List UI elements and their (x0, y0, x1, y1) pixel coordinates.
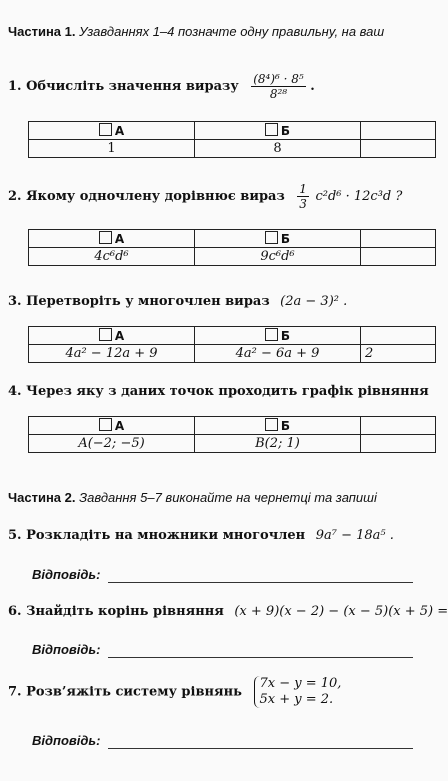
part1-title: Частина 1. (8, 24, 76, 39)
answer-label-7: Відповідь: (32, 733, 101, 748)
checkbox-a[interactable] (99, 328, 112, 341)
question-2-fraction (297, 182, 309, 211)
question-1-fraction (251, 72, 306, 101)
checkbox-b[interactable] (265, 418, 278, 431)
checkbox-b[interactable] (265, 328, 278, 341)
part2-title: Частина 2. (8, 490, 76, 505)
option-b-value: 8 (195, 140, 361, 158)
answer-table-2 (28, 229, 436, 266)
option-b-cell[interactable] (195, 327, 361, 345)
question-1-text: 1. Обчисліть значення виразу (8, 79, 239, 94)
question-2 (8, 182, 402, 211)
option-letter: Б (280, 418, 291, 433)
option-c-cell (361, 417, 436, 435)
answer-line-6[interactable] (108, 657, 413, 658)
question-4-text: 4. Через яку з даних точок проходить графік рівняння (8, 384, 429, 399)
option-a-cell[interactable] (29, 417, 195, 435)
option-letter: А (114, 418, 125, 433)
question-5-text: 5. Розкладіть на множники многочлен (8, 528, 306, 543)
option-letter: Б (280, 328, 291, 343)
checkbox-b[interactable] (265, 123, 278, 136)
question-1 (8, 72, 315, 101)
question-4 (8, 384, 429, 399)
option-b-value: 4a² − 6a + 9 (195, 345, 361, 363)
fraction-numerator: 1 (299, 182, 307, 196)
option-c-value (361, 248, 436, 266)
question-7-text: 7. Розв’яжіть систему рівнянь (8, 684, 242, 700)
question-3-expression: (2a − 3)² . (280, 294, 348, 309)
option-c-value (361, 435, 436, 453)
question-5 (8, 528, 394, 543)
answer-line-7[interactable] (108, 748, 413, 749)
option-a-value: 4a² − 12a + 9 (29, 345, 195, 363)
option-letter: А (114, 231, 125, 246)
question-6-expression: (x + 9)(x − 2) − (x − 5)(x + 5) = (234, 604, 448, 619)
option-letter: А (114, 123, 125, 138)
answer-label-6: Відповідь: (32, 642, 101, 657)
question-3 (8, 294, 347, 309)
option-c-cell (361, 122, 436, 140)
option-c-cell (361, 230, 436, 248)
fraction-denominator: 8²⁸ (269, 87, 288, 101)
option-letter: Б (280, 231, 291, 246)
option-a-cell[interactable] (29, 230, 195, 248)
checkbox-b[interactable] (265, 231, 278, 244)
option-b-cell[interactable] (195, 230, 361, 248)
question-5-expression: 9a⁷ − 18a⁵ . (315, 528, 394, 543)
fraction-denominator: 3 (299, 197, 307, 211)
part2-header (8, 490, 377, 505)
option-c-cell (361, 327, 436, 345)
option-a-cell[interactable] (29, 327, 195, 345)
option-b-value: 9c⁶d⁶ (195, 248, 361, 266)
option-letter: А (114, 328, 125, 343)
equation-2: 5x + y = 2. (259, 692, 334, 707)
question-3-text: 3. Перетворіть у многочлен вираз (8, 294, 270, 309)
option-c-value (361, 140, 436, 158)
fraction-numerator: (8⁴)⁶ · 8⁵ (253, 72, 304, 86)
checkbox-a[interactable] (99, 231, 112, 244)
question-2-expression: c²d⁶ · 12c³d ? (315, 189, 403, 204)
answer-table-3 (28, 326, 436, 363)
checkbox-a[interactable] (99, 418, 112, 431)
equation-system (254, 676, 341, 708)
option-letter: Б (280, 123, 291, 138)
question-6 (8, 604, 448, 619)
option-c-value: 2 (361, 345, 436, 363)
question-6-text: 6. Знайдіть корінь рівняння (8, 604, 224, 619)
option-a-cell[interactable] (29, 122, 195, 140)
option-a-value: 1 (29, 140, 195, 158)
checkbox-a[interactable] (99, 123, 112, 136)
part2-instruction: Завдання 5–7 виконайте на чернетці та запиші (79, 490, 377, 505)
answer-line-5[interactable] (108, 582, 413, 583)
answer-table-1 (28, 121, 436, 158)
option-b-cell[interactable] (195, 122, 361, 140)
option-a-value: A(−2; −5) (29, 435, 195, 453)
question-2-text: 2. Якому одночлену дорівнює вираз (8, 189, 285, 204)
option-b-value: B(2; 1) (195, 435, 361, 453)
question-7 (8, 676, 341, 708)
option-b-cell[interactable] (195, 417, 361, 435)
part1-instruction: Узавданнях 1–4 позначте одну правильну, на ваш (79, 24, 385, 39)
answer-label-5: Відповідь: (32, 567, 101, 582)
question-1-tail: . (310, 79, 315, 94)
answer-table-4 (28, 416, 436, 453)
part1-header (8, 24, 384, 39)
option-a-value: 4c⁶d⁶ (29, 248, 195, 266)
equation-1: 7x − y = 10, (259, 676, 342, 691)
